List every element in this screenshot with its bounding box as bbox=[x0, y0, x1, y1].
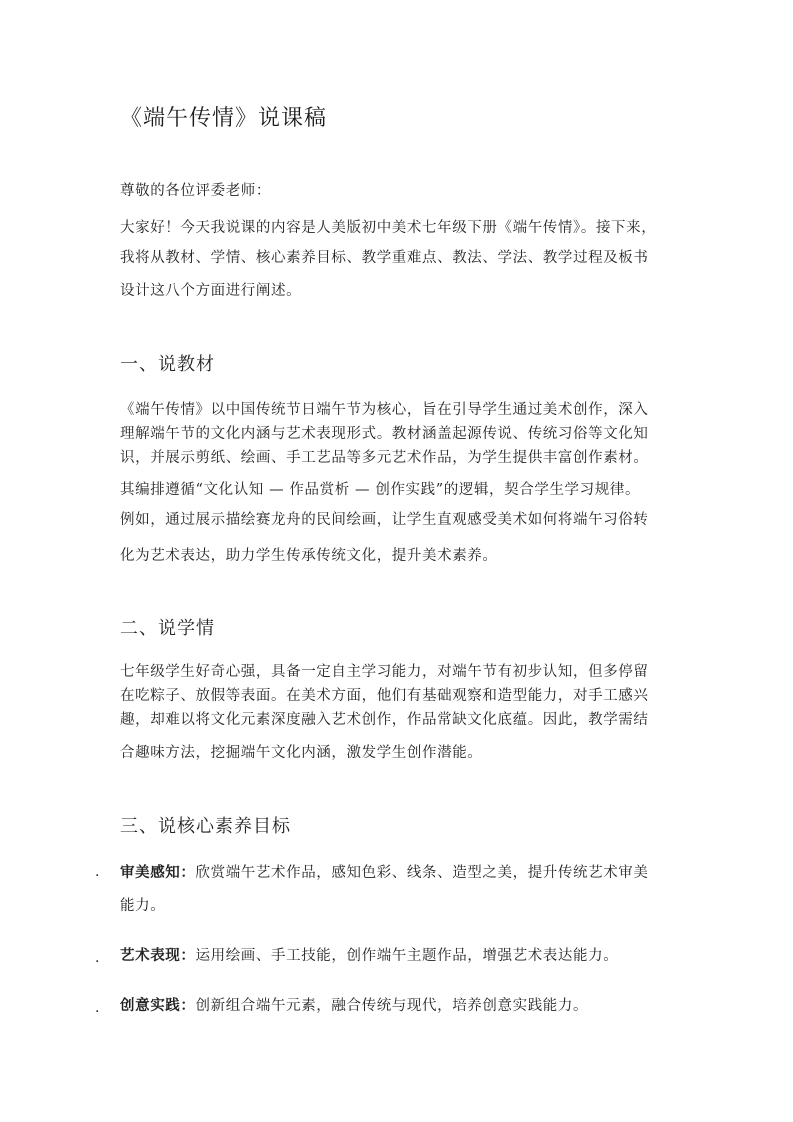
intro-paragraph bbox=[120, 213, 680, 306]
list-item-text: 创新组合端午元素，融合传统与现代，培养创意实践能力。 bbox=[195, 998, 589, 1014]
section-heading-students: 二、说学情 bbox=[120, 618, 215, 639]
paragraph-line: 合趣味方法，挖掘端午文化内涵，激发学生创作潜能。 bbox=[120, 745, 483, 761]
intro-line: 设计这八个方面进行阐述。 bbox=[120, 283, 302, 299]
list-bullet: . bbox=[95, 950, 100, 966]
paragraph-line: 识，并展示剪纸、绘画、手工艺品等多元艺术作品，为学生提供丰富创作素材。 bbox=[120, 450, 649, 466]
list-item-aesthetic bbox=[120, 858, 680, 921]
document-title: 《端午传情》说课稿 bbox=[120, 106, 328, 131]
intro-line: 我将从教材、学情、核心素养目标、教学重难点、教法、学法、教学过程及板书 bbox=[120, 250, 649, 266]
section-textbook-paragraph bbox=[120, 398, 680, 571]
list-item-term: 艺术表现： bbox=[120, 947, 196, 964]
paragraph-line: 例如，通过展示描绘赛龙舟的民间绘画，让学生直观感受美术如何将端午习俗转 bbox=[120, 512, 649, 528]
list-bullet: . bbox=[95, 864, 100, 880]
paragraph-line: 其编排遵循“文化认知 — 作品赏析 — 创作实践”的逻辑，契合学生学习规律。 bbox=[120, 482, 641, 498]
paragraph-line: 《端午传情》以中国传统节日端午节为核心，旨在引导学生通过美术创作，深入 bbox=[120, 402, 649, 418]
paragraph-line: 化为艺术表达，助力学生传承传统文化，提升美术素养。 bbox=[120, 548, 498, 564]
list-item-term: 创意实践： bbox=[120, 997, 196, 1014]
greeting-line: 尊敬的各位评委老师： bbox=[120, 183, 271, 199]
paragraph-line: 趣，却难以将文化元素深度融入艺术创作，作品常缺文化底蕴。因此，教学需结 bbox=[120, 712, 649, 728]
list-bullet: . bbox=[95, 1000, 100, 1016]
list-item-term: 审美感知： bbox=[120, 864, 196, 881]
list-item-text: 运用绘画、手工技能，创作端午主题作品，增强艺术表达能力。 bbox=[195, 948, 619, 964]
list-item-creative bbox=[120, 991, 680, 1021]
list-item-continuation: 能力。 bbox=[120, 898, 166, 914]
list-item-expression bbox=[120, 941, 680, 971]
paragraph-line: 在吃粽子、放假等表面。在美术方面，他们有基础观察和造型能力，对手工感兴 bbox=[120, 688, 649, 704]
list-item-text: 欣赏端午艺术作品，感知色彩、线条、造型之美，提升传统艺术审美 bbox=[195, 865, 649, 881]
paragraph-line: 理解端午节的文化内涵与艺术表现形式。教材涵盖起源传说、传统习俗等文化知 bbox=[120, 426, 649, 442]
greeting-paragraph bbox=[120, 176, 680, 206]
intro-line: 大家好！今天我说课的内容是人美版初中美术七年级下册《端午传情》。接下来， bbox=[120, 220, 657, 236]
section-heading-textbook: 一、说教材 bbox=[120, 354, 215, 375]
section-students-paragraph bbox=[120, 660, 680, 768]
section-heading-goals: 三、说核心素养目标 bbox=[120, 816, 291, 837]
paragraph-line: 七年级学生好奇心强，具备一定自主学习能力，对端午节有初步认知，但多停留 bbox=[120, 664, 649, 680]
